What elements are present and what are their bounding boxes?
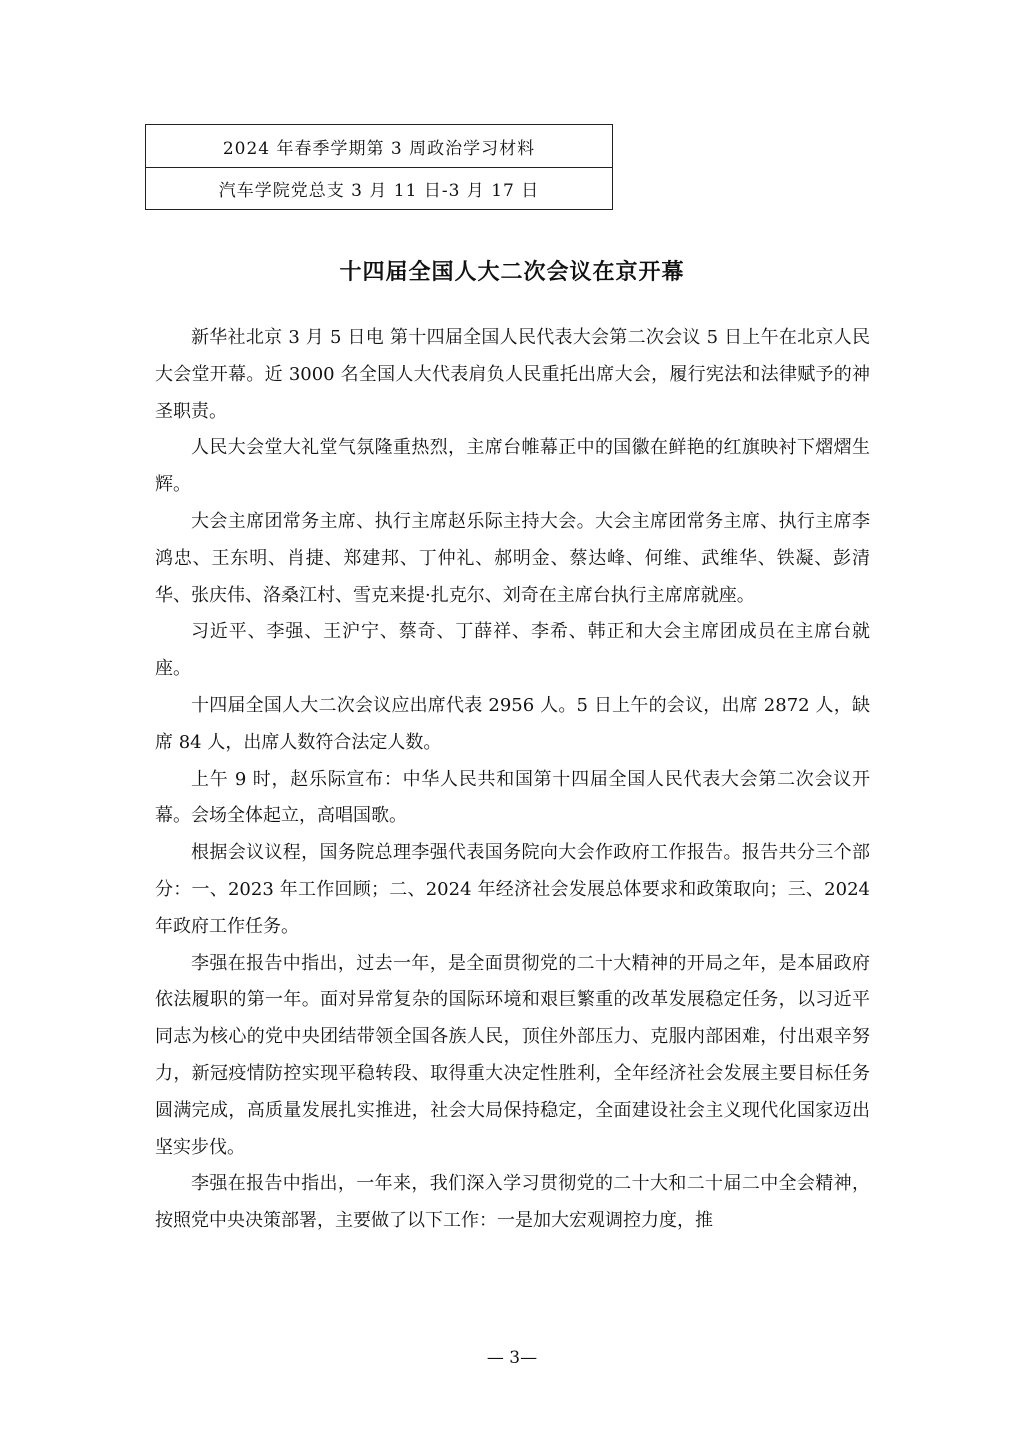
- article-title: 十四届全国人大二次会议在京开幕: [339, 260, 685, 285]
- article-body: [155, 320, 870, 1240]
- article-paragraph: 上午 9 时，赵乐际宣布：中华人民共和国第十四届全国人民代表大会第二次会议开幕。会场全体起立，高唱国歌。: [155, 768, 870, 827]
- header-material-title: 2024 年春季学期第 3 周政治学习材料: [222, 138, 536, 159]
- article-paragraph: 十四届全国人大二次会议应出席代表 2956 人。5 日上午的会议，出席 2872 人，缺席 84 人，出席人数符合法定人数。: [155, 694, 870, 753]
- article-paragraph: 习近平、李强、王沪宁、蔡奇、丁薛祥、李希、韩正和大会主席团成员在主席台就座。: [155, 621, 870, 680]
- article-paragraph: 根据会议议程，国务院总理李强代表国务院向大会作政府工作报告。报告共分三个部分：一、2023 年工作回顾；二、2024 年经济社会发展总体要求和政策取向；三、2024 年政府工作任务。: [155, 842, 870, 937]
- article-paragraph: 人民大会堂大礼堂气氛隆重热烈，主席台帷幕正中的国徽在鲜艳的红旗映衬下熠熠生辉。: [155, 437, 870, 496]
- article-paragraph: 大会主席团常务主席、执行主席赵乐际主持大会。大会主席团常务主席、执行主席李鸿忠、王东明、肖捷、郑建邦、丁仲礼、郝明金、蔡达峰、何维、武维华、铁凝、彭清华、张庆伟、洛桑江村、雪克来提·扎克尔、刘奇在主席台执行主席席就座。: [155, 510, 870, 606]
- article-paragraph: 李强在报告中指出，过去一年，是全面贯彻党的二十大精神的开局之年，是本届政府依法履职的第一年。面对异常复杂的国际环境和艰巨繁重的改革发展稳定任务，以习近平同志为核心的党中央团结带领全国各族人民，顶住外部压力、克服内部困难，付出艰辛努力，新冠疫情防控实现平稳转段、取得重大决定性胜利，全年经济社会发展主要目标任务圆满完成，高质量发展扎实推进，社会大局保持稳定，全面建设社会主义现代化国家迈出坚实步伐。: [155, 952, 870, 1158]
- article-paragraph: 李强在报告中指出，一年来，我们深入学习贯彻党的二十大和二十届二中全会精神，按照党中央决策部署，主要做了以下工作：一是加大宏观调控力度，推: [155, 1173, 870, 1232]
- article-paragraph: 新华社北京 3 月 5 日电 第十四届全国人民代表大会第二次会议 5 日上午在北京人民大会堂开幕。近 3000 名全国人大代表肩负人民重托出席大会，履行宪法和法律赋予的神圣职责。: [155, 327, 870, 422]
- page-number: — 3—: [486, 1348, 538, 1368]
- header-branch-date: 汽车学院党总支 3 月 11 日-3 月 17 日: [146, 167, 612, 209]
- study-material-header-box: [145, 124, 613, 210]
